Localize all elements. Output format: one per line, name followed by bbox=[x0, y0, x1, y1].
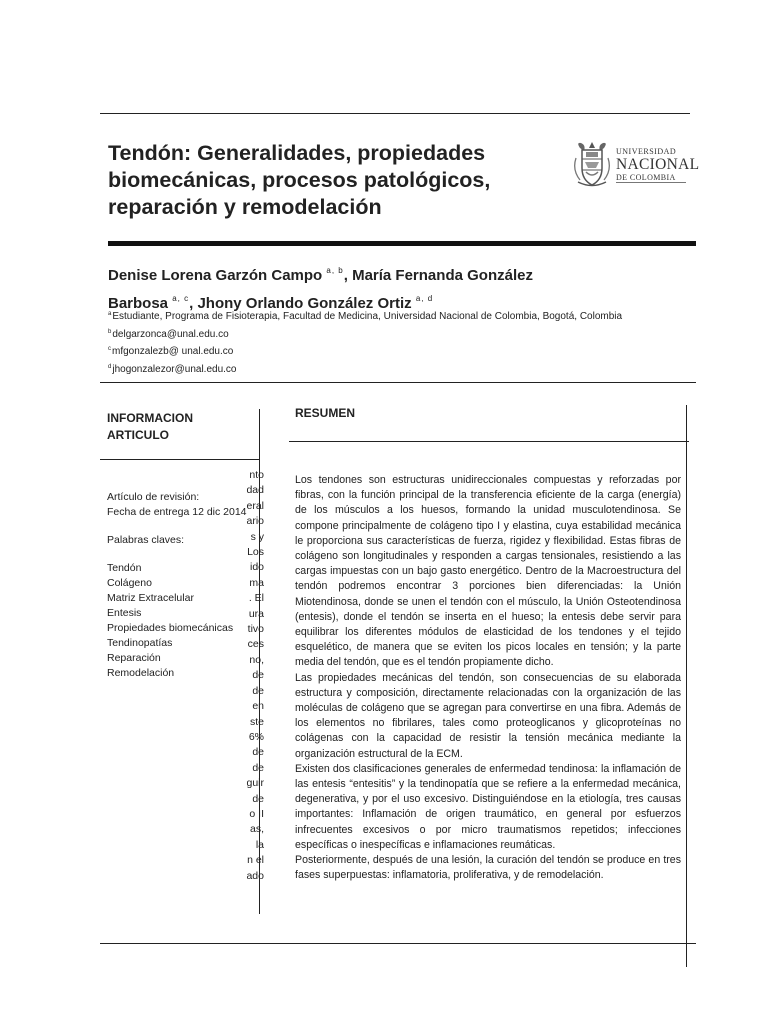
fragment-line: o II bbox=[249, 807, 264, 820]
university-logo bbox=[572, 138, 700, 192]
fragment-line: s y bbox=[250, 530, 264, 543]
abstract-paragraph: Existen dos clasificaciones generales de enfermedad tendinosa: la inflamación de las entesis “entesitis” y la tendinopatía que se refiere a la enfermedad mecánica, degenerativa, y por el uso excesivo. Distinguiéndose en la etiología, tres causas importantes: Inflamación de origen traumático, en general por esfuerzos infrecuentes excesivos o por micro traumatismos repetidos; infecciones específicas o inespecíficas e inflamaciones reumáticas. bbox=[295, 762, 681, 851]
logo-line-1: UNIVERSIDAD bbox=[616, 147, 677, 156]
article-info-heading: INFORMACION ARTICULO bbox=[107, 411, 193, 442]
fragment-line: ario bbox=[246, 515, 264, 528]
abstract-body bbox=[295, 473, 681, 883]
email-line[interactable]: $^c$mfgonzalezb@ unal.edu.co bbox=[108, 346, 234, 357]
affiliation-line: $^a$Estudiante, Programa de Fisioterapia, Facultad de Medicina, Universidad Nacional de Colombia, Bogotá, Colombia bbox=[108, 311, 623, 322]
abstract-paragraph: Las propiedades mecánicas del tendón, son consecuencias de su elaborada estructura y composición, directamente relacionadas con la organización de las moléculas de colágeno que se agregan para convertirse en una fibra. Además de los elementos no fibrilares, tales como proteoglicanos y glicoproteínas no colágenas con la capacidad de resistir la tensión mecánica mediante la organización estructural de la ECM. bbox=[295, 671, 681, 760]
fragment-line: ado bbox=[246, 869, 264, 882]
fragment-line: ces bbox=[247, 638, 264, 651]
info-heading-rule bbox=[100, 459, 259, 460]
fragment-line: ste bbox=[249, 715, 264, 728]
author-name: Jhony Orlando González Ortiz bbox=[197, 295, 412, 312]
fragment-line: ura bbox=[248, 607, 264, 620]
author-affiliation-mark: a, b bbox=[326, 266, 344, 275]
logo-wordmark bbox=[616, 148, 699, 182]
title-line: Tendón: Generalidades, propiedades bbox=[108, 141, 486, 165]
email-line[interactable]: $^d$jhogonzalezor@unal.edu.co bbox=[108, 363, 237, 375]
fragment-line: as, bbox=[249, 823, 264, 836]
keyword-item: Colágeno bbox=[107, 577, 152, 589]
fragment-line: ma bbox=[249, 576, 264, 589]
fragment-line: no, bbox=[249, 653, 264, 666]
article-title bbox=[108, 140, 548, 221]
affiliations bbox=[108, 307, 708, 377]
fragment-line: de bbox=[252, 669, 264, 682]
keyword-item: Tendón bbox=[107, 562, 142, 574]
keywords-label: Palabras claves: bbox=[107, 534, 185, 546]
fragment-line: tivo bbox=[247, 623, 264, 636]
author-affiliation-mark: a, c bbox=[172, 294, 190, 303]
logo-underline bbox=[616, 182, 686, 183]
header-rule bbox=[100, 113, 690, 114]
fragment-line: nto bbox=[249, 469, 264, 481]
fragment-line: de bbox=[252, 684, 264, 697]
fragment-line: de bbox=[252, 761, 264, 774]
keyword-item: Tendinopatías bbox=[107, 637, 173, 649]
title-line: reparación y remodelación bbox=[108, 195, 382, 219]
hidden-column-fragments bbox=[246, 468, 264, 884]
resumen-heading: RESUMEN bbox=[295, 406, 356, 420]
email-line[interactable]: $^b$delgarzonca@unal.edu.co bbox=[108, 328, 229, 340]
keyword-item: Matriz Extracelular bbox=[107, 592, 194, 604]
fragment-line: . El bbox=[248, 592, 264, 605]
abstract-paragraph: Posteriormente, después de una lesión, la curación del tendón se produce en tres fases superpuestas: inflamatoria, proliferativa, y de remodelación. bbox=[295, 854, 681, 882]
footer-rule bbox=[100, 943, 696, 944]
fragment-line: n el bbox=[247, 854, 264, 867]
fragment-line: ido bbox=[249, 561, 264, 574]
coat-of-arms-icon bbox=[572, 140, 612, 190]
fragment-line: 6% bbox=[248, 730, 264, 743]
author-name: Barbosa bbox=[108, 295, 169, 312]
fragment-line: eral bbox=[246, 499, 264, 512]
resumen-rule bbox=[289, 441, 689, 442]
section-divider bbox=[100, 382, 696, 383]
article-type: Artículo de revisión: bbox=[107, 491, 200, 503]
fragment-line: guir bbox=[246, 777, 264, 790]
keyword-item: Reparación bbox=[107, 652, 161, 664]
fragment-line: Los bbox=[247, 546, 264, 559]
fragment-line: de bbox=[252, 746, 264, 759]
fragment-line: la bbox=[255, 838, 264, 851]
author-affiliation-mark: a, d bbox=[415, 294, 434, 303]
author-name: María Fernanda González bbox=[352, 267, 533, 284]
keyword-item: Entesis bbox=[107, 607, 142, 619]
fragment-line: de bbox=[252, 792, 264, 805]
logo-line-2: NACIONAL bbox=[616, 156, 700, 173]
fragment-line: en bbox=[252, 700, 264, 713]
keyword-list bbox=[107, 561, 254, 681]
keyword-item: Propiedades biomecánicas bbox=[107, 622, 234, 634]
logo-line-3: DE COLOMBIA bbox=[616, 172, 676, 182]
right-column-border bbox=[686, 405, 687, 967]
delivery-date: Fecha de entrega 12 dic 2014 bbox=[107, 506, 247, 518]
author-list: Denise Lorena Garzón Campo $^{a, b}$, María Fernanda González Barbosa $^{a, c}$, Jhony Orlando González Ortiz $^{a, d}$ bbox=[108, 266, 533, 312]
author-name: Denise Lorena Garzón Campo bbox=[108, 267, 323, 284]
title-divider bbox=[108, 241, 696, 246]
fragment-line: dad bbox=[246, 484, 264, 497]
keyword-item: Remodelación bbox=[107, 667, 175, 679]
abstract-paragraph: Los tendones son estructuras unidireccionales compuestas y reforzadas por fibras, con la función principal de la transferencia eficiente de la carga (energía) de los músculos a los huesos, formando la unidad musculotendinosa. Se compone principalmente de colágeno tipo I y elastina, cuya estabilidad mecánica le proporciona sus características de fuerza, rigidez y flexibilidad. Estas fibras de colágeno son longitudinales y responden a cargas tensionales, resistiendo a las cargas impuestas con un bajo gasto energético. Dentro de la Macroestructura del tendón podremos encontrar 3 porciones bien diferenciadas: la Unión Miotendinosa, donde se unen el tendón con el músculo, la Unión Osteotendinosa (entesis), donde el tendón se inserta en el hueso; la entesis debe servir para equilibrar los diferentes módulos de elasticidad de los tendones y el tejido esquelético, de manera que se eviten los picos locales en tensión; y la parte media del tendón, que es el tendón propiamente dicho. bbox=[295, 474, 681, 669]
title-line: biomecánicas, procesos patológicos, bbox=[108, 168, 491, 192]
article-info bbox=[107, 490, 254, 681]
